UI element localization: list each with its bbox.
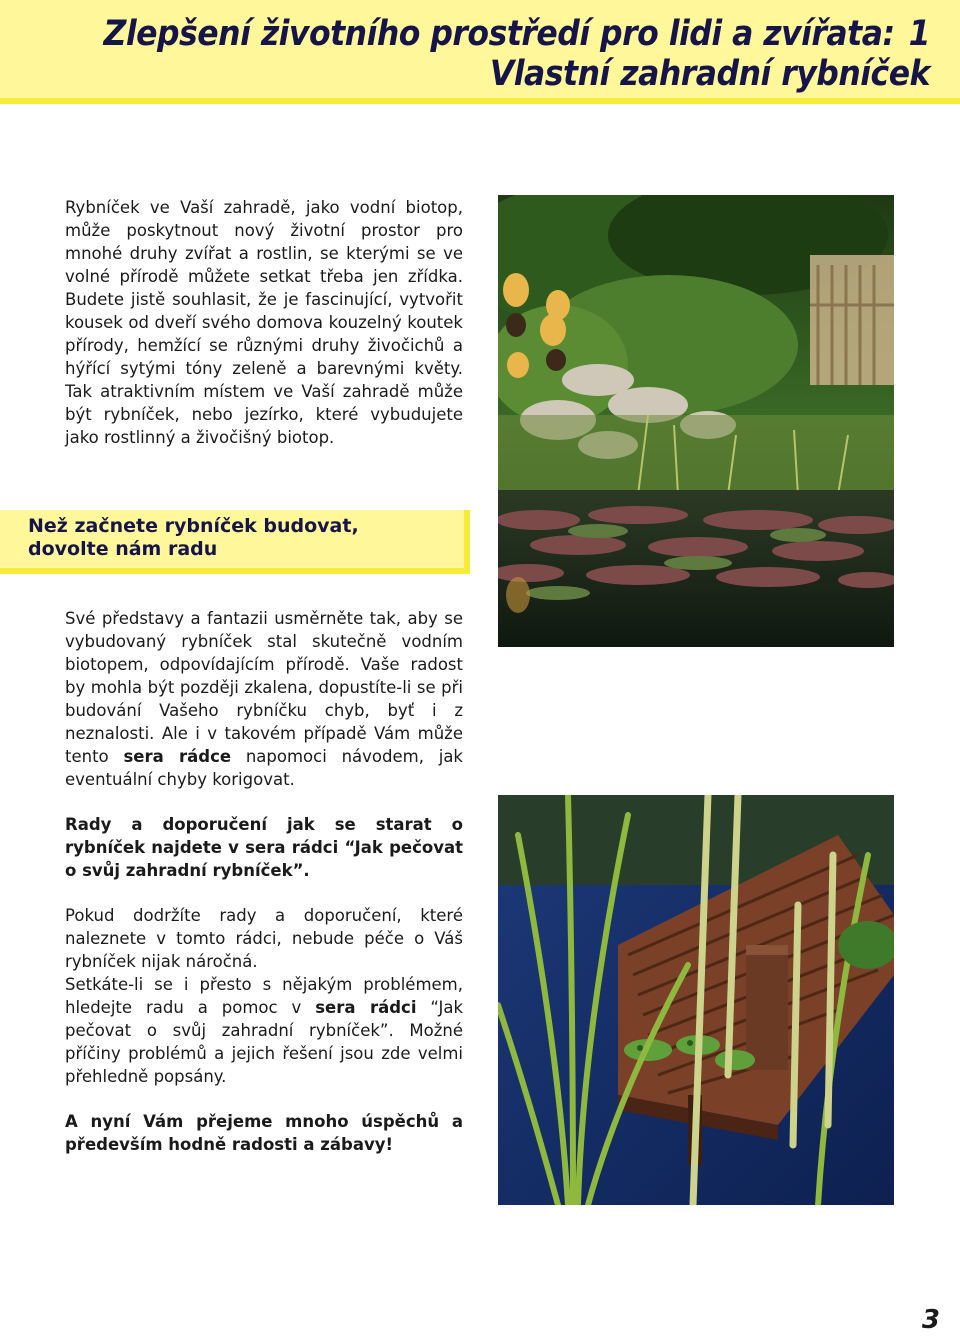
page-title (104, 14, 930, 94)
advice-text-after: napomoci návodem, jak eventuální chyby korigovat. (65, 747, 463, 789)
header-band (0, 0, 960, 104)
followup-text-2-after: “Jak pečovat o svůj zahradní rybníček”. Možné příčiny problémů a jejich řešení jsou zde velmi přehledně popsány. (65, 998, 463, 1086)
callout-line-1: Než začnete rybníček budovat, (28, 515, 359, 537)
page-number: 3 (921, 1305, 940, 1335)
callout-heading (28, 515, 359, 561)
advice-paragraph (65, 607, 463, 791)
recommendation-paragraph: Rady a doporučení jak se starat o rybníček najdete v sera rádci “Jak pečovat o svůj zahradní rybníček”. (65, 815, 463, 880)
followup-text-2-before: Setkáte-li se i přesto s nějakým problémem, hledejte radu a pomoc v (65, 975, 463, 1017)
advice-bold: sera rádce (123, 747, 232, 766)
advice-text-before: Své představy a fantazii usměrněte tak, aby se vybudovaný rybníček stal skutečně vodním biotopem, odpovídajícím přírodě. Vaše radost by mohla být později zkalena, dopustíte-li se při budování Vašeho rybníčku chyb, byť i z neznalosti. Ale i v takovém případě Vám může tento (65, 609, 463, 766)
callout-box (0, 510, 470, 574)
callout-line-2: dovolte nám radu (28, 538, 218, 560)
title-line-1: Zlepšení životního prostředí pro lidi a zvířata: (103, 14, 895, 54)
followup-paragraph (65, 904, 463, 1088)
intro-paragraph: Rybníček ve Vaší zahradě, jako vodní biotop, může poskytnout nový životní prostor pro mnohé druhy zvířat a rostlin, se kterými se ve volné přírodě můžete setkat třeba jen zřídka. Budete jistě souhlasit, že je fascinující, vytvořit kousek od dveří svého domova kouzelný koutek přírody, hemžící se různými druhy živočichů a hýřící sytými tóny zeleně a barevnými květy. Tak atraktivním místem ve Vaší zahradě může být rybníček, nebo jezírko, které vybudujete jako rostlinný a živočišný biotop. (65, 198, 463, 447)
title-line-2: Vlastní zahradní rybníček (489, 54, 930, 94)
followup-bold: sera rádci (315, 998, 417, 1017)
followup-text-1: Pokud dodržíte rady a doporučení, které naleznete v tomto rádci, nebude péče o Váš rybníček nijak náročná. (65, 906, 463, 971)
pond-photo (498, 195, 894, 647)
title-number: 1 (908, 14, 930, 54)
jetty-photo (498, 795, 894, 1205)
closing-paragraph: A nyní Vám přejeme mnoho úspěchů a především hodně radosti a zábavy! (65, 1112, 463, 1154)
